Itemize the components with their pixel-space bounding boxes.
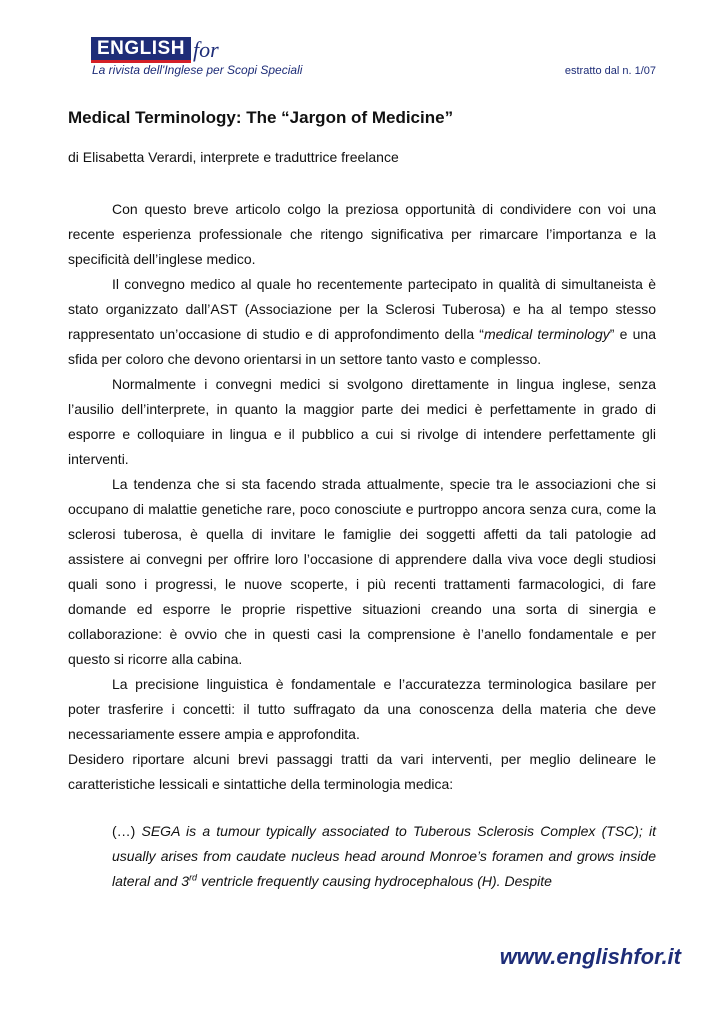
article-body [68, 197, 656, 894]
issue-label: estratto dal n. 1/07 [564, 65, 656, 77]
paragraph-2-emphasis: medical terminology [483, 326, 610, 342]
paragraph-2-a: Il convegno medico al quale ho recentemente partecipato in qualità di simultaneista è stato organizzato dall’AST (Associazione per la Sclerosi Tuberosa) e ha al tempo stesso rappresentato un’occasione di studio e di approfondimento della “ [68, 276, 656, 342]
paragraph-2 [68, 272, 656, 372]
quote-part-a: SEGA is a tumour typically associated to Tuberous Sclerosis Complex (TSC); it usually arises from caudate nucleus head around Monroe’s foramen and grows inside lateral and 3 [112, 823, 656, 889]
paragraph-4: La tendenza che si sta facendo strada attualmente, specie tra le associazioni che si occupano di malattie genetiche rare, poco conosciute e purtroppo ancora senza cura, come la sclerosi tuberosa, è quella di invitare le famiglie dei soggetti affetti da tali patologie ad assistere ai convegni per offrire loro l’occasione di apprendere dalla viva voce degli studiosi quali sono i progressi, le nuove scoperte, i più recenti trattamenti farmacologici, di fare domande ed esporre le proprie rispettive situazioni creando una sorta di sinergia e collaborazione: è ovvio che in questi casi la comprensione è l’anello fondamentale e per questo si ricorre alla cabina. [68, 476, 656, 667]
quote-superscript: rd [189, 872, 198, 883]
article-byline: di Elisabetta Verardi, interprete e traduttrice freelance [68, 149, 399, 165]
paragraph-2-b: ” e una sfida per coloro che devono orientarsi in un settore tanto vasto e complesso. [68, 326, 656, 367]
footer-website-link[interactable]: www.englishfor.it [499, 944, 681, 969]
paragraph-1: Con questo breve articolo colgo la preziosa opportunità di condividere con voi una recente esperienza professionale che ritengo significativa per rimarcare l’importanza e la specificità dell’inglese medico. [68, 201, 656, 267]
logo-for: for [192, 37, 219, 62]
logo-main: ENGLISH [91, 37, 191, 63]
paragraph-3: Normalmente i convegni medici si svolgono direttamente in lingua inglese, senza l’ausilio dell’interprete, in quanto la maggior parte dei medici è perfettamente in grado di esporre e colloquiare in lingua e il pubblico a cui si rivolge di intendere perfettamente gli interventi. [68, 376, 656, 467]
quoted-passage [112, 819, 656, 894]
paragraph-6: Desidero riportare alcuni brevi passaggi tratti da vari interventi, per meglio delineare le caratteristiche lessicali e sintattiche della terminologia medica: [68, 751, 656, 792]
article-title: Medical Terminology: The “Jargon of Medicine” [68, 108, 454, 127]
quote-part-b: ventricle frequently causing hydrocephalous (H). Despite [197, 873, 552, 889]
paragraph-5: La precisione linguistica è fondamentale e l’accuratezza terminologica basilare per poter trasferire i concetti: il tutto suffragato da una conoscenza della materia che deve necessariamente essere ampia e approfondita. [68, 676, 656, 742]
magazine-tagline: La rivista dell'Inglese per Scopi Speciali [92, 63, 303, 77]
quote-prefix: (…) [112, 823, 142, 839]
englishfor-logo [91, 37, 219, 63]
